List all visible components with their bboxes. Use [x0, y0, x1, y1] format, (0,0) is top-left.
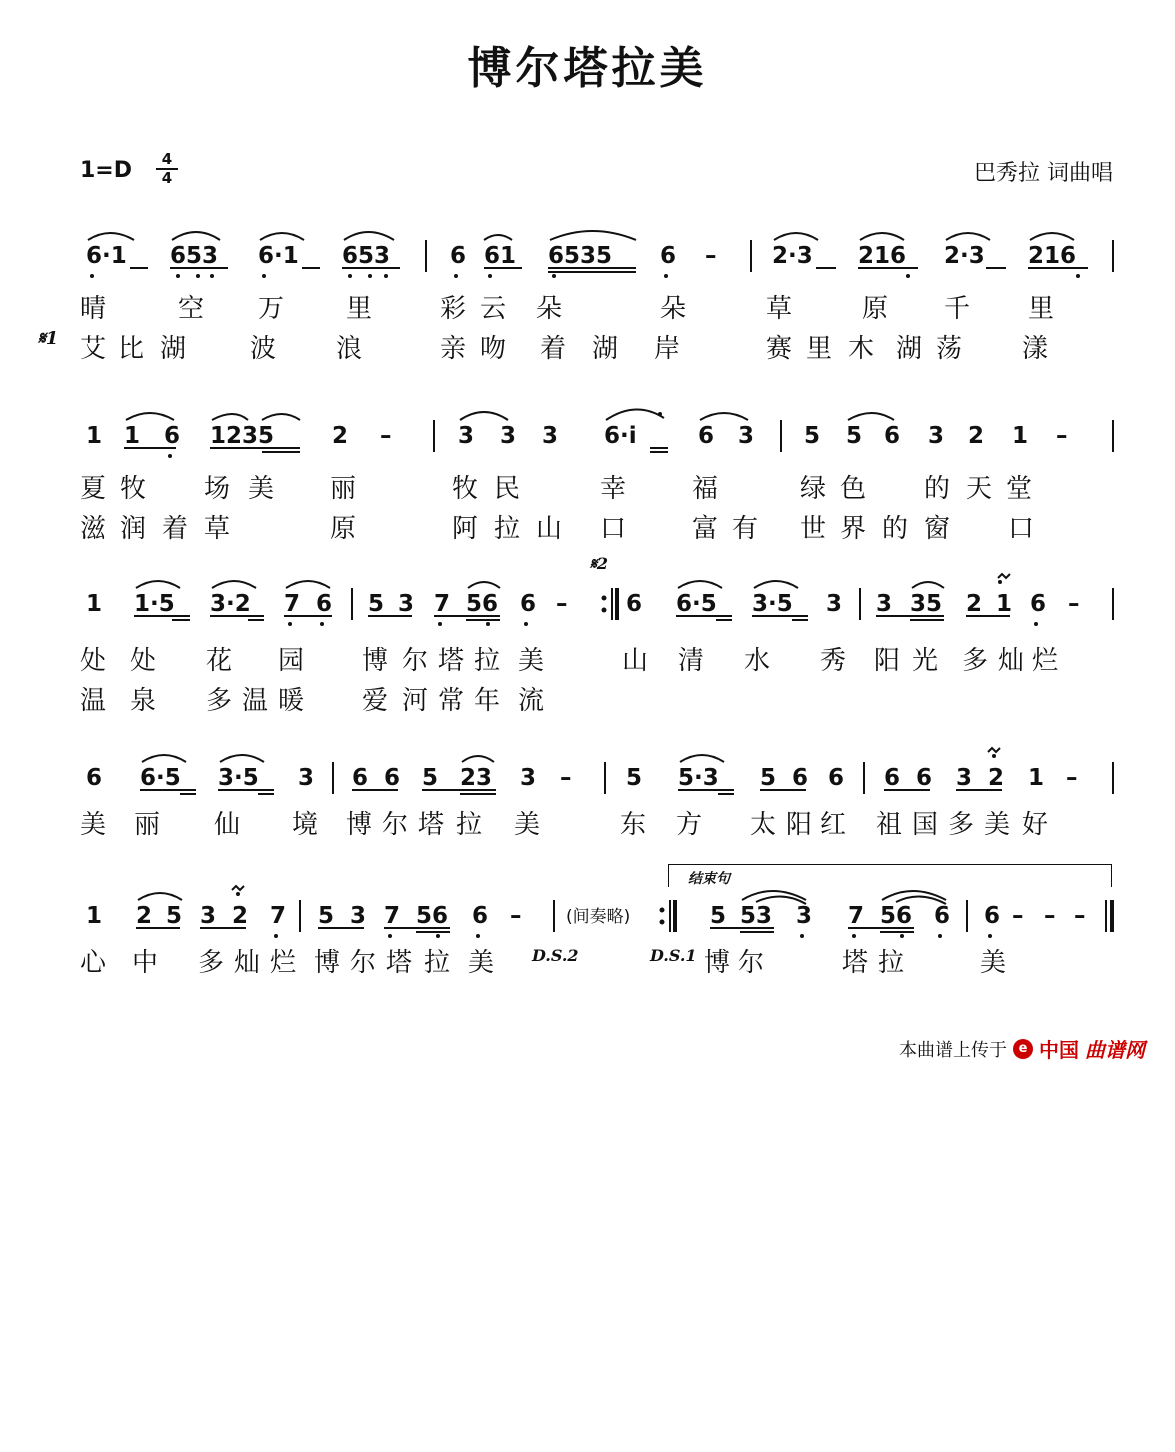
lyrics-verse-1: [78, 942, 1098, 978]
svg-text:6: 6: [984, 903, 1001, 929]
svg-text:2: 2: [136, 903, 153, 929]
lyric-char: 博: [314, 948, 341, 978]
svg-text:5: 5: [422, 765, 439, 791]
svg-text:3: 3: [956, 765, 973, 791]
lyric-char: 的: [924, 474, 951, 504]
lyric-char: 拉: [878, 948, 905, 978]
lyric-char: 窗: [924, 514, 951, 544]
segno-2-mark: 𝄋2: [590, 554, 609, 573]
lyric-char: 秀: [820, 646, 847, 676]
lyric-char: 灿: [998, 646, 1025, 676]
lyric-char: 吻: [480, 334, 507, 364]
lyric-char: 彩: [440, 294, 467, 324]
lyric-char: 朵: [660, 294, 687, 324]
svg-text:7: 7: [270, 903, 287, 929]
svg-text:–: –: [1012, 903, 1024, 929]
logo-site: 曲谱网: [1085, 1038, 1145, 1062]
svg-text:216: 216: [1028, 243, 1077, 269]
lyric-char: 塔: [418, 810, 445, 840]
lyric-char: 山: [622, 646, 649, 676]
svg-text:3: 3: [796, 903, 813, 929]
lyric-char: 赛: [766, 334, 793, 364]
svg-text:3: 3: [542, 423, 559, 449]
lyric-char: 境: [292, 810, 319, 840]
lyric-char: 烂: [1032, 646, 1059, 676]
lyric-char: 阳: [786, 810, 813, 840]
notation-svg: [0, 220, 1175, 280]
svg-text:2·3: 2·3: [772, 243, 813, 269]
svg-text:5: 5: [318, 903, 335, 929]
lyric-char: 幸: [600, 474, 627, 504]
score-row-1: [0, 240, 1175, 390]
svg-text:6: 6: [352, 765, 369, 791]
svg-text:3: 3: [200, 903, 217, 929]
lyric-char: 丽: [134, 810, 161, 840]
lyric-char: 场: [204, 474, 231, 504]
lyric-char: 美: [248, 474, 275, 504]
lyric-char: 心: [80, 948, 107, 978]
lyric-char: 烂: [270, 948, 297, 978]
lyric-char: 爱: [362, 686, 389, 716]
lyric-char: 处: [80, 646, 107, 676]
svg-text:3·5: 3·5: [218, 765, 259, 791]
svg-text:2·3: 2·3: [944, 243, 985, 269]
lyric-char: 尔: [402, 646, 429, 676]
svg-text:5·3: 5·3: [678, 765, 719, 791]
svg-text:6: 6: [698, 423, 715, 449]
svg-text:56: 56: [880, 903, 913, 929]
lyric-char: 湖: [896, 334, 923, 364]
lyric-char: 尔: [350, 948, 377, 978]
notation-svg: [0, 400, 1175, 460]
lyric-char: 清: [678, 646, 705, 676]
lyric-char: 夏: [80, 474, 107, 504]
svg-text:7: 7: [284, 591, 301, 617]
lyric-char: 塔: [386, 948, 413, 978]
lyric-char: 博: [346, 810, 373, 840]
footer: [899, 1034, 1145, 1063]
svg-text:6·5: 6·5: [676, 591, 717, 617]
lyric-char: 里: [1028, 294, 1055, 324]
lyric-char: 万: [258, 294, 285, 324]
lyric-char: 方: [676, 810, 703, 840]
lyric-char: 滋: [80, 514, 107, 544]
lyric-char: 云: [480, 294, 507, 324]
lyrics-verse-2: [78, 680, 1098, 716]
lyric-char: 多: [198, 948, 225, 978]
score-row-3: [0, 554, 1175, 738]
svg-text:6·1: 6·1: [86, 243, 127, 269]
lyric-char: 界: [840, 514, 867, 544]
lyric-char: 塔: [438, 646, 465, 676]
score-row-5: [0, 900, 1175, 1050]
key-signature: 1=D: [80, 158, 133, 183]
svg-text:216: 216: [858, 243, 907, 269]
svg-text:3: 3: [876, 591, 893, 617]
lyric-char: 比: [118, 334, 145, 364]
lyric-char: 湖: [592, 334, 619, 364]
lyric-char: 美: [514, 810, 541, 840]
lyric-char: 富: [692, 514, 719, 544]
svg-text:6535: 6535: [548, 243, 613, 269]
lyric-char: 千: [944, 294, 971, 324]
notes-line: [0, 420, 1175, 464]
lyric-char: 天: [966, 474, 993, 504]
lyrics-verse-2: [38, 328, 1098, 364]
lyric-char: 山: [536, 514, 563, 544]
lyric-char: 的: [882, 514, 909, 544]
notation-svg: [0, 742, 1175, 802]
lyric-char: 牧: [452, 474, 479, 504]
lyric-char: 漾: [1022, 334, 1049, 364]
song-title: 博尔塔拉美: [467, 43, 708, 94]
svg-text:3: 3: [398, 591, 415, 617]
svg-text:6: 6: [884, 765, 901, 791]
svg-text:5: 5: [710, 903, 727, 929]
svg-text:3: 3: [458, 423, 475, 449]
svg-text:–: –: [560, 765, 572, 791]
svg-text:3: 3: [500, 423, 517, 449]
lyric-char: 水: [744, 646, 771, 676]
svg-text:3: 3: [350, 903, 367, 929]
time-signature-top: 4: [161, 150, 173, 168]
svg-text:3: 3: [520, 765, 537, 791]
svg-text:5: 5: [846, 423, 863, 449]
svg-text:1·5: 1·5: [134, 591, 175, 617]
lyrics-verse-2: [78, 508, 1098, 544]
lyric-char: 美: [984, 810, 1011, 840]
svg-text:–: –: [510, 903, 522, 929]
svg-text:–: –: [380, 423, 392, 449]
lyric-char: 红: [820, 810, 847, 840]
lyric-char: 灿: [234, 948, 261, 978]
lyric-char: 有: [732, 514, 759, 544]
svg-text:6: 6: [660, 243, 677, 269]
lyric-char: 光: [912, 646, 939, 676]
svg-text:1: 1: [86, 903, 103, 929]
svg-text:1235: 1235: [210, 423, 275, 449]
logo-cn: 中国: [1039, 1038, 1079, 1062]
svg-text:7: 7: [384, 903, 401, 929]
svg-text:6: 6: [164, 423, 181, 449]
svg-text:2: 2: [988, 765, 1005, 791]
svg-text:–: –: [1068, 591, 1080, 617]
lyric-char: 拉: [494, 514, 521, 544]
svg-text:–: –: [1044, 903, 1056, 929]
svg-text:6: 6: [792, 765, 809, 791]
svg-text:–: –: [1056, 423, 1068, 449]
notes-line: [0, 762, 1175, 806]
svg-text:6: 6: [626, 591, 643, 617]
svg-text:6: 6: [384, 765, 401, 791]
lyric-char: 牧: [120, 474, 147, 504]
lyric-char: 润: [120, 514, 147, 544]
svg-text:–: –: [1074, 903, 1086, 929]
dal-segno-1: D.S.1: [650, 946, 697, 965]
lyric-char: 草: [766, 294, 793, 324]
lyrics-verse-1: [78, 468, 1098, 504]
lyric-char: 温: [242, 686, 269, 716]
svg-text:35: 35: [910, 591, 943, 617]
lyric-char: 绿: [800, 474, 827, 504]
lyric-char: 处: [130, 646, 157, 676]
svg-text:56: 56: [416, 903, 449, 929]
lyric-char: 塔: [842, 948, 869, 978]
svg-text:6: 6: [1030, 591, 1047, 617]
lyric-char: 朵: [536, 294, 563, 324]
svg-text:3: 3: [298, 765, 315, 791]
svg-text:6·i: 6·i: [604, 423, 637, 449]
lyric-char: 美: [518, 646, 545, 676]
svg-text:5: 5: [626, 765, 643, 791]
lyric-char: 太: [750, 810, 777, 840]
lyric-char: 泉: [130, 686, 157, 716]
lyric-char: 色: [840, 474, 867, 504]
svg-text:6: 6: [316, 591, 333, 617]
lyric-char: 着: [162, 514, 189, 544]
svg-text:3·5: 3·5: [752, 591, 793, 617]
time-signature-bottom: 4: [161, 169, 173, 187]
lyric-char: 福: [692, 474, 719, 504]
lyric-char: 多: [206, 686, 233, 716]
lyrics-verse-1: [78, 640, 1098, 676]
lyric-char: 多: [962, 646, 989, 676]
lyric-char: 阳: [874, 646, 901, 676]
svg-text:6: 6: [450, 243, 467, 269]
svg-text:23: 23: [460, 765, 493, 791]
lyric-char: 流: [518, 686, 545, 716]
lyric-char: 堂: [1006, 474, 1033, 504]
lyric-char: 草: [204, 514, 231, 544]
lyric-char: 暖: [278, 686, 305, 716]
lyric-char: 尔: [738, 948, 765, 978]
svg-text:–: –: [705, 243, 717, 269]
lyric-char: 拉: [424, 948, 451, 978]
lyric-char: 口: [600, 514, 627, 544]
notation-svg: [0, 568, 1175, 628]
svg-text:6: 6: [884, 423, 901, 449]
lyric-char: 拉: [474, 646, 501, 676]
svg-text:6: 6: [934, 903, 951, 929]
lyric-char: 丽: [330, 474, 357, 504]
svg-text:1: 1: [1012, 423, 1029, 449]
lyric-char: 美: [80, 810, 107, 840]
notes-line: [0, 588, 1175, 632]
svg-text:6: 6: [520, 591, 537, 617]
lyric-char: 国: [912, 810, 939, 840]
svg-text:6: 6: [86, 765, 103, 791]
interlude-note: (间奏略): [566, 907, 631, 927]
lyric-char: 年: [474, 686, 501, 716]
lyric-char: 艾: [80, 334, 107, 364]
lyrics-verse-1: [78, 288, 1098, 324]
lyric-char: 浪: [336, 334, 363, 364]
svg-text:3: 3: [738, 423, 755, 449]
svg-text:6·1: 6·1: [258, 243, 299, 269]
e-logo-icon: e: [1013, 1039, 1033, 1059]
svg-text:3·2: 3·2: [210, 591, 251, 617]
lyric-char: 温: [80, 686, 107, 716]
ending-label: 结束句: [688, 871, 730, 887]
svg-text:2: 2: [966, 591, 983, 617]
lyric-char: 波: [250, 334, 277, 364]
svg-text:5: 5: [368, 591, 385, 617]
svg-text:2: 2: [968, 423, 985, 449]
svg-text:3: 3: [928, 423, 945, 449]
lyric-char: 好: [1022, 810, 1049, 840]
svg-text:1: 1: [996, 591, 1013, 617]
lyric-char: 拉: [456, 810, 483, 840]
lyric-char: 常: [438, 686, 465, 716]
svg-text:6·5: 6·5: [140, 765, 181, 791]
notes-line: [0, 240, 1175, 284]
lyric-char: 世: [800, 514, 827, 544]
lyric-char: 里: [806, 334, 833, 364]
lyric-char: 原: [862, 294, 889, 324]
lyric-char: 空: [178, 294, 205, 324]
lyric-char: 里: [346, 294, 373, 324]
footer-text: 本曲谱上传于: [899, 1039, 1007, 1061]
lyric-char: 多: [948, 810, 975, 840]
svg-text:6: 6: [916, 765, 933, 791]
lyric-char: 美: [980, 948, 1007, 978]
lyric-char: 河: [402, 686, 429, 716]
time-signature: [156, 152, 178, 186]
svg-text:2: 2: [232, 903, 249, 929]
lyric-char: 原: [330, 514, 357, 544]
svg-text:2: 2: [332, 423, 349, 449]
lyric-char: 仙: [214, 810, 241, 840]
lyric-char: 亲: [440, 334, 467, 364]
svg-text:1: 1: [1028, 765, 1045, 791]
lyric-char: 博: [362, 646, 389, 676]
svg-text:1: 1: [86, 423, 103, 449]
segno-1-label: 𝄋1: [38, 328, 59, 349]
svg-text:1: 1: [86, 591, 103, 617]
svg-text:6: 6: [472, 903, 489, 929]
svg-text:7: 7: [848, 903, 865, 929]
lyric-char: 祖: [876, 810, 903, 840]
score-row-2: [0, 420, 1175, 570]
svg-text:5: 5: [760, 765, 777, 791]
credit-line: 巴秀拉 词曲唱: [974, 161, 1113, 186]
lyric-char: 尔: [382, 810, 409, 840]
lyric-char: 花: [206, 646, 233, 676]
lyric-char: 晴: [80, 294, 107, 324]
lyric-char: 美: [468, 948, 495, 978]
svg-text:653: 653: [342, 243, 391, 269]
lyric-char: 民: [494, 474, 521, 504]
svg-text:5: 5: [166, 903, 183, 929]
svg-text:56: 56: [466, 591, 499, 617]
lyric-char: 阿: [452, 514, 479, 544]
lyric-char: 中: [132, 948, 159, 978]
lyric-char: 湖: [160, 334, 187, 364]
svg-text:61: 61: [484, 243, 517, 269]
svg-text:–: –: [1066, 765, 1078, 791]
svg-text:1: 1: [124, 423, 141, 449]
svg-text:6: 6: [828, 765, 845, 791]
lyrics-verse-1: [78, 804, 1098, 840]
svg-text:7: 7: [434, 591, 451, 617]
lyric-char: 着: [540, 334, 567, 364]
lyric-char: 木: [848, 334, 875, 364]
svg-text:3: 3: [826, 591, 843, 617]
lyric-char: 岸: [654, 334, 681, 364]
lyric-char: 口: [1008, 514, 1035, 544]
svg-text:–: –: [556, 591, 568, 617]
svg-text:653: 653: [170, 243, 219, 269]
lyric-char: 博: [704, 948, 731, 978]
lyric-char: 荡: [936, 334, 963, 364]
dal-segno-2: D.S.2: [532, 946, 579, 965]
svg-text:5: 5: [804, 423, 821, 449]
lyric-char: 园: [278, 646, 305, 676]
svg-text:53: 53: [740, 903, 773, 929]
lyric-char: 东: [620, 810, 647, 840]
